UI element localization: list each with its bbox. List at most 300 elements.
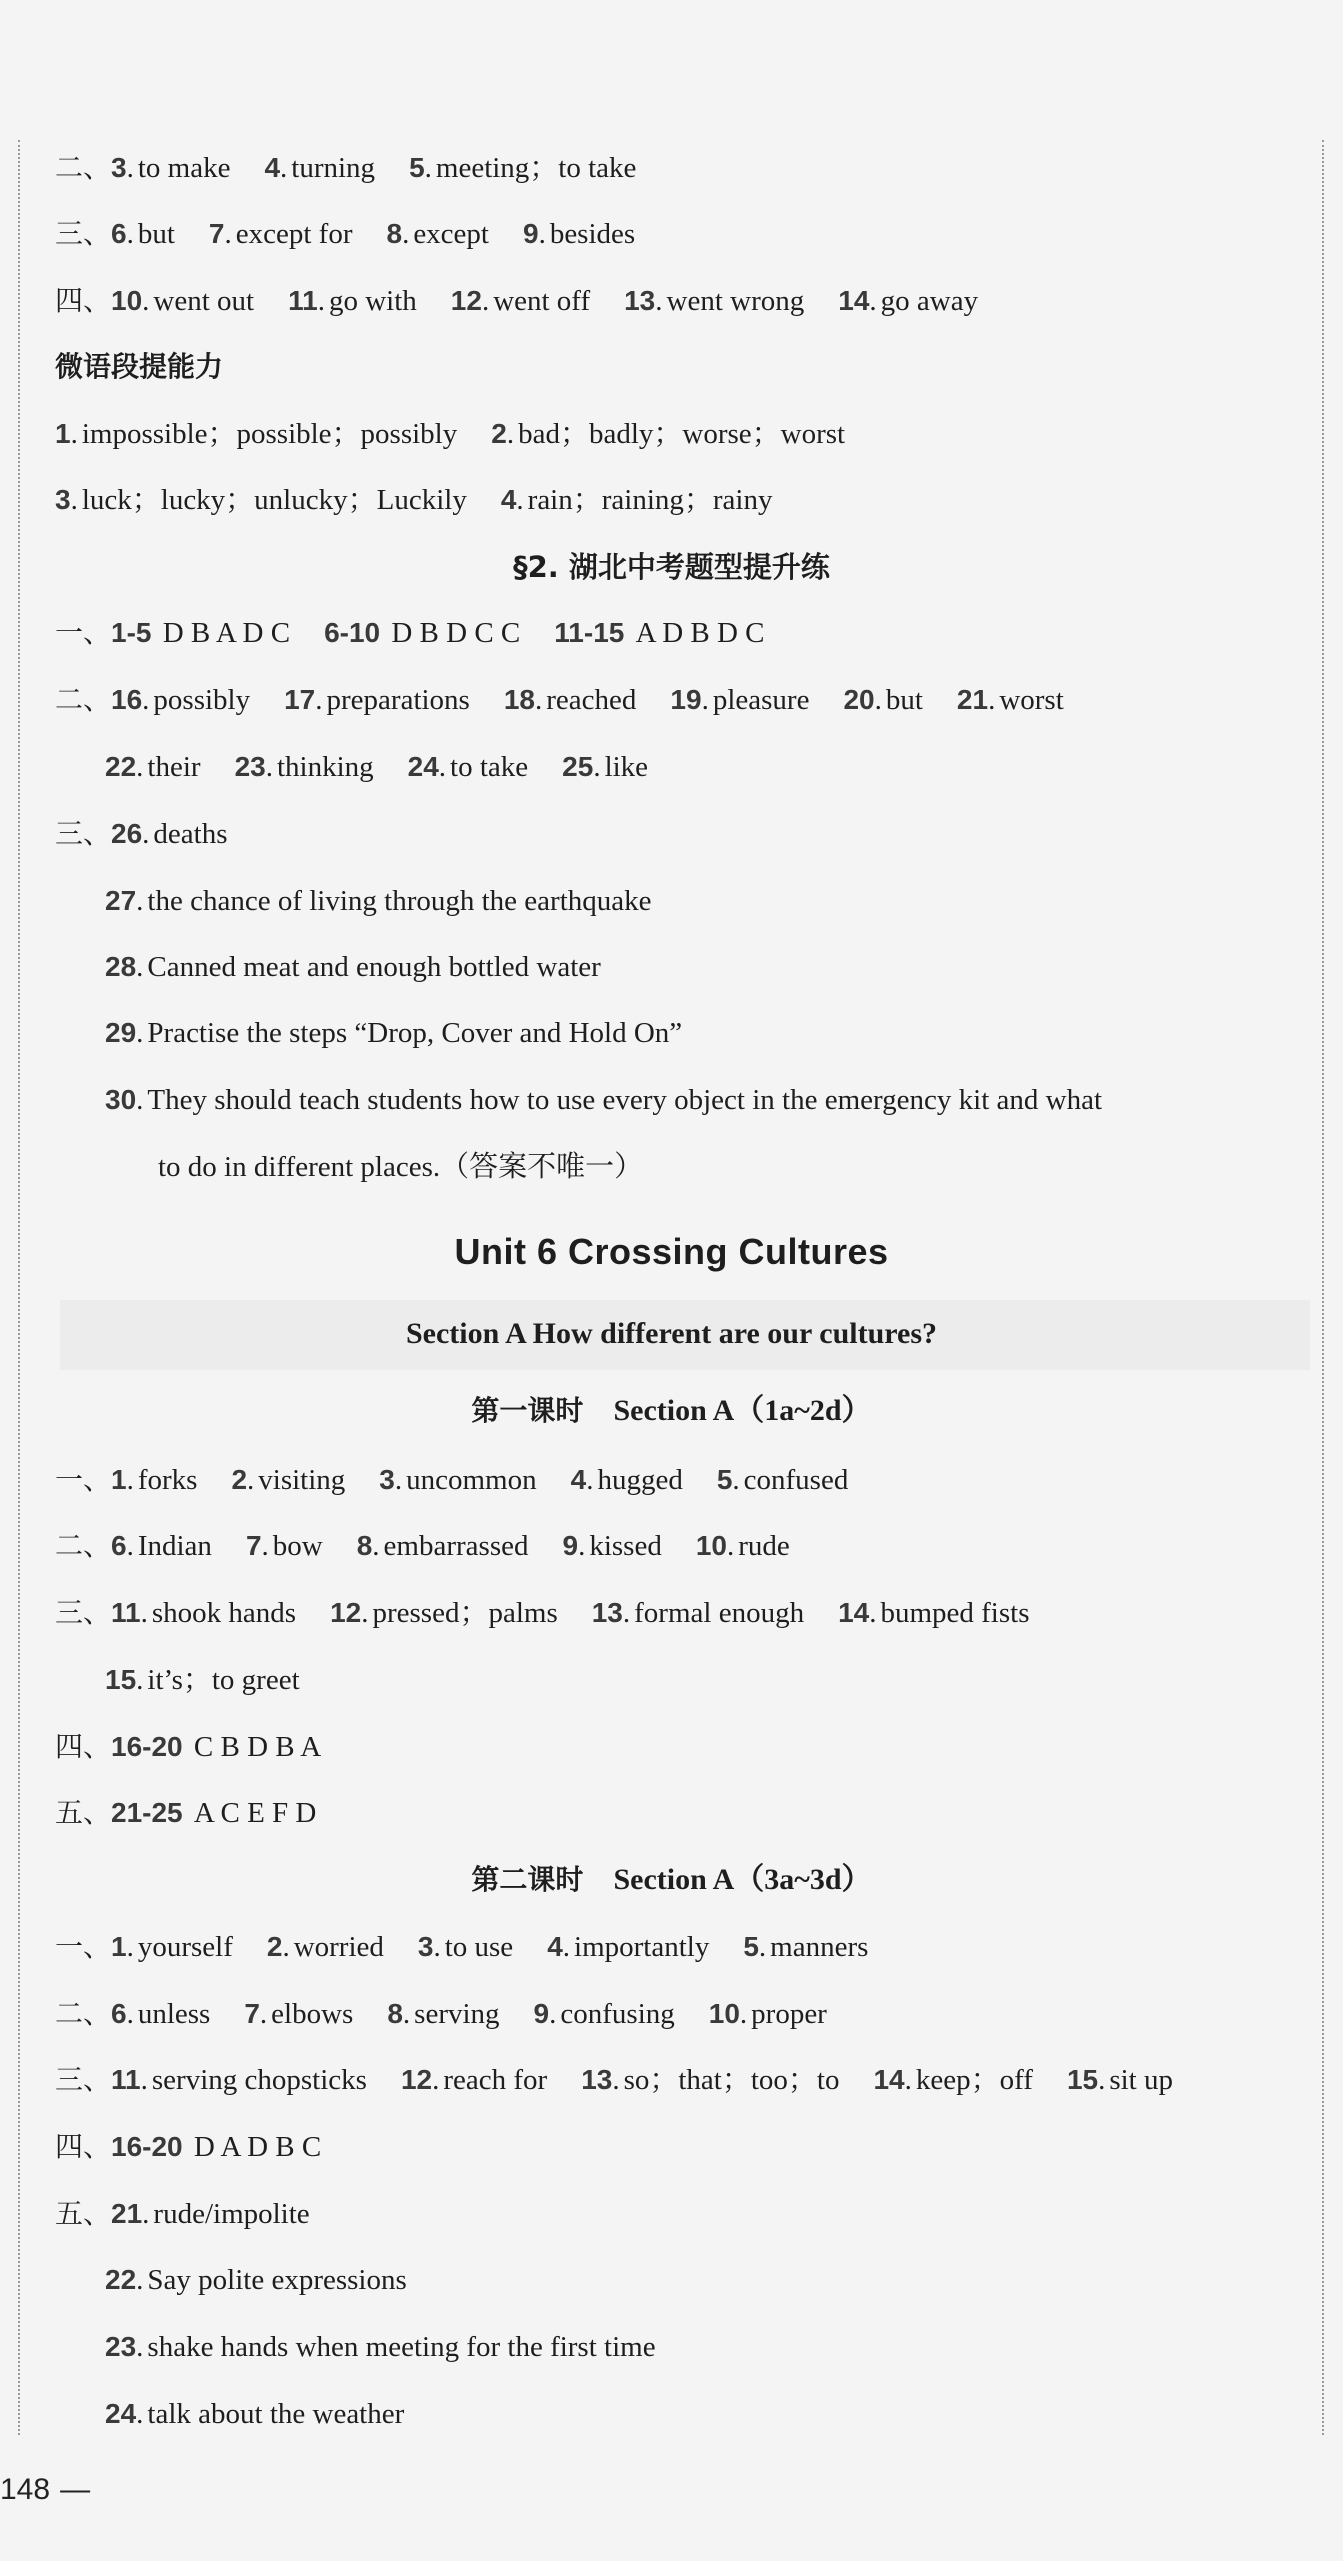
part-prefix: 一、 [55, 1930, 112, 1963]
question-number: 10 [695, 1530, 727, 1561]
answer-text: keep；off [915, 2064, 1033, 2096]
answer-item [709, 1998, 827, 2030]
question-number: 28 [105, 951, 137, 982]
number-dot: . [394, 1464, 403, 1496]
answer-text: Canned meat and enough bottled water [147, 951, 601, 983]
number-dot: . [136, 2264, 144, 2296]
number-dot: . [869, 1597, 877, 1629]
number-dot [183, 1797, 190, 1829]
answer-line [105, 1013, 682, 1053]
answer-text: shook hands [151, 1597, 297, 1629]
answer-text: hugged [597, 1464, 683, 1496]
question-number: 19 [670, 684, 702, 715]
answer-item [696, 1530, 790, 1562]
number-dot: . [701, 684, 709, 716]
answer-text: but [885, 684, 923, 716]
answer-text: it’s；to greet [147, 1664, 300, 1696]
question-number: 15 [105, 1664, 137, 1695]
page-number: 148 [0, 2473, 51, 2506]
answer-item [105, 1664, 300, 1696]
question-number: 29 [105, 1017, 137, 1048]
number-dot: . [136, 1017, 144, 1049]
question-number: 5 [409, 152, 425, 183]
answer-item [55, 418, 457, 450]
answer-text: to take [450, 751, 529, 783]
answer-line [105, 747, 648, 787]
answer-item [111, 285, 254, 317]
question-number: 9 [533, 1998, 550, 2029]
number-dot: . [140, 2064, 148, 2096]
number-dot: . [655, 285, 663, 317]
number-dot: . [136, 1664, 144, 1696]
part-prefix: 四、 [55, 284, 112, 317]
question-number: 16-20 [111, 2131, 183, 2162]
question-number: 3 [111, 152, 127, 183]
answer-text: unless [137, 1998, 211, 2030]
answer-item [55, 484, 467, 516]
number-dot [151, 617, 158, 649]
question-number: 8 [386, 218, 403, 249]
answer-item [592, 1597, 804, 1629]
question-number: 9 [562, 1530, 579, 1561]
answer-item [264, 152, 375, 184]
question-number: 16-20 [111, 1731, 183, 1762]
answer-text: Practise the steps “Drop, Cover and Hold On” [147, 1017, 683, 1049]
number-dot: . [562, 1931, 571, 1963]
number-dot: . [247, 1464, 255, 1496]
answer-text: pressed；palms [372, 1597, 558, 1629]
question-number: 6-10 [324, 617, 381, 648]
question-number: 24 [105, 2398, 137, 2429]
answer-line [55, 214, 635, 254]
number-dot: . [988, 684, 996, 716]
answer-item [246, 1530, 323, 1562]
question-number: 18 [503, 684, 536, 715]
answer-item [451, 285, 590, 317]
part-prefix: 四、 [55, 2130, 112, 2163]
question-number: 23 [234, 751, 266, 782]
answer-text: went off [493, 285, 591, 317]
answer-item [386, 218, 489, 250]
number-dot: . [142, 2198, 150, 2230]
answer-item [111, 1597, 296, 1629]
answer-text: bumped fists [880, 1597, 1030, 1629]
lesson-heading [0, 1860, 1343, 1900]
question-number: 10 [708, 1998, 740, 2029]
answer-item [401, 2064, 547, 2096]
answer-text: bow [272, 1530, 323, 1562]
number-dot: . [578, 1530, 586, 1562]
number-dot [183, 1731, 190, 1763]
answer-line [55, 2194, 310, 2234]
question-number: 2 [491, 418, 507, 449]
answer-line [55, 414, 845, 454]
answer-item [409, 152, 636, 184]
question-number: 23 [105, 2331, 137, 2362]
answer-item [231, 1464, 345, 1496]
lesson-en: Section A（1a~2d） [613, 1394, 872, 1427]
answer-text: rain；raining；rainy [527, 484, 773, 516]
answer-item [387, 1998, 499, 2030]
question-number: 1-5 [111, 617, 152, 648]
number-dot: . [261, 1530, 269, 1562]
answer-text: pleasure [712, 684, 810, 716]
number-dot: . [1098, 2064, 1106, 2096]
answer-item [105, 2331, 656, 2363]
number-dot: . [549, 1998, 557, 2030]
answer-line [105, 947, 601, 987]
answer-line [105, 2394, 404, 2434]
answer-item [547, 1931, 709, 1963]
answer-text: reached [546, 684, 637, 716]
question-number: 2 [231, 1464, 248, 1495]
answer-item [105, 885, 652, 917]
number-dot: . [402, 1998, 411, 2030]
answer-text: Indian [137, 1530, 212, 1562]
question-number: 16 [111, 684, 143, 715]
answer-item [670, 684, 809, 716]
number-dot: . [140, 1597, 148, 1629]
part-prefix: 一、 [55, 1463, 112, 1496]
part-prefix: 三、 [55, 217, 112, 250]
number-dot: . [506, 418, 515, 450]
answer-text: so；that；too；to [623, 2064, 840, 2096]
answer-text: go with [328, 285, 417, 317]
question-number: 7 [245, 1530, 262, 1561]
answer-text: visiting [258, 1464, 346, 1496]
number-dot: . [433, 1931, 441, 1963]
answer-text: like [604, 751, 649, 783]
answer-text: yourself [137, 1931, 233, 1963]
answer-text: Say polite expressions [147, 2264, 407, 2296]
number-dot: . [126, 1464, 134, 1496]
answer-item [105, 1017, 682, 1049]
number-dot: . [739, 1998, 748, 2030]
answer-text: shake hands when meeting for the first time [147, 2331, 656, 2363]
number-dot: . [126, 218, 134, 250]
answer-text: manners [770, 1931, 869, 1963]
question-number: 8 [356, 1530, 373, 1561]
answer-line [105, 881, 652, 921]
question-number: 21 [111, 2198, 143, 2229]
question-number: 4 [570, 1464, 587, 1495]
answer-text: importantly [574, 1931, 710, 1963]
footer-dash: — [60, 2473, 91, 2506]
answer-line [55, 1793, 316, 1833]
answer-text: the chance of living through the earthquake [147, 885, 652, 917]
answer-text: reach for [443, 2064, 548, 2096]
answer-text: sit up [1109, 2064, 1173, 2096]
answer-line [55, 1994, 827, 2034]
number-dot: . [136, 2398, 144, 2430]
question-number: 25 [562, 751, 594, 782]
answer-line [55, 1526, 790, 1566]
number-dot: . [438, 751, 447, 783]
part-prefix: 三、 [55, 817, 112, 850]
question-number: 1 [111, 1931, 127, 1962]
answer-item [105, 2398, 404, 2430]
question-number: 14 [838, 1597, 870, 1628]
left-dotted-border [18, 140, 20, 2435]
answer-line [55, 1593, 1030, 1633]
number-dot: . [317, 285, 325, 317]
question-number: 20 [843, 684, 875, 715]
answer-text: rude/impolite [153, 2198, 310, 2230]
number-dot: . [874, 684, 882, 716]
number-dot: . [70, 484, 78, 516]
number-dot: . [424, 152, 432, 184]
answer-line [55, 480, 772, 520]
answer-text: confused [743, 1464, 849, 1496]
number-dot: . [361, 1597, 369, 1629]
answer-text: serving [414, 1998, 500, 2030]
answer-item [111, 2064, 367, 2096]
answer-item [408, 751, 529, 783]
answer-item [571, 1464, 683, 1496]
answer-item [235, 751, 374, 783]
question-number: 4 [547, 1931, 563, 1962]
number-dot: . [136, 751, 144, 783]
page-footer [0, 2470, 90, 2510]
answer-item [111, 1998, 210, 2030]
number-dot: . [535, 684, 543, 716]
answer-line [55, 1727, 321, 1767]
answer-item [957, 684, 1064, 716]
answer-text: their [147, 751, 201, 783]
question-number: 3 [379, 1464, 395, 1495]
number-dot [183, 2131, 190, 2163]
answer-line [55, 680, 1064, 720]
number-dot: . [758, 1931, 767, 1963]
answer-text: except for [235, 218, 353, 250]
answer-line [55, 2127, 321, 2167]
answer-item [324, 617, 520, 649]
answer-item [288, 285, 417, 317]
answer-text: D B A D C [162, 617, 291, 649]
question-number: 11-15 [554, 617, 625, 648]
number-dot: . [538, 218, 546, 250]
answer-text: D A D B C [193, 2131, 322, 2163]
answer-text: kissed [589, 1530, 662, 1562]
lesson-heading [0, 1391, 1343, 1431]
answer-item [838, 285, 978, 317]
number-dot: . [869, 285, 877, 317]
question-number: 24 [407, 751, 439, 782]
question-number: 22 [105, 2264, 137, 2295]
answer-text: except [413, 218, 489, 250]
number-dot: . [586, 1464, 594, 1496]
number-dot: . [732, 1464, 740, 1496]
number-dot: . [280, 152, 288, 184]
part-prefix: 五、 [55, 2197, 112, 2230]
right-dotted-border [1322, 140, 1324, 2435]
question-number: 4 [264, 152, 281, 183]
section-title: §2. 湖北中考题型提升练 [513, 550, 830, 584]
answer-item [111, 1797, 316, 1829]
answer-item [843, 684, 922, 716]
answer-item [111, 1731, 321, 1763]
answer-item [873, 2064, 1032, 2096]
lesson-cn: 第一课时 [471, 1394, 584, 1427]
answer-item [501, 484, 773, 516]
answer-text: preparations [326, 684, 470, 716]
question-number: 11 [111, 1597, 141, 1628]
number-dot: . [126, 1530, 134, 1562]
answer-text: worried [293, 1931, 384, 1963]
answer-item [284, 684, 470, 716]
question-number: 7 [244, 1998, 260, 2029]
question-number: 5 [716, 1464, 733, 1495]
part-prefix: 三、 [55, 1596, 112, 1629]
part-prefix: 一、 [55, 616, 112, 649]
answer-text: luck；lucky；unlucky；Luckily [81, 484, 467, 516]
number-dot: . [136, 1084, 144, 1116]
answer-text: worst [999, 684, 1064, 716]
question-number: 26 [111, 818, 143, 849]
answer-text: formal enough [634, 1597, 805, 1629]
answer-text: A D B D C [635, 617, 765, 649]
question-number: 2 [266, 1931, 283, 1962]
question-number: 6 [111, 1998, 127, 2029]
number-dot: . [126, 1998, 134, 2030]
answer-line [55, 2060, 1173, 2100]
number-dot: . [142, 684, 150, 716]
number-dot: . [315, 684, 323, 716]
number-dot: . [126, 152, 134, 184]
answer-item [562, 751, 648, 783]
number-dot: . [481, 285, 490, 317]
question-number: 13 [624, 285, 656, 316]
answer-item [1067, 2064, 1173, 2096]
answer-line-continued: to do in different places.（答案不唯一） [158, 1151, 644, 1183]
answer-item [111, 1931, 233, 1963]
answer-item [111, 1530, 212, 1562]
part-prefix: 四、 [55, 1730, 112, 1763]
answer-item [244, 1998, 353, 2030]
answer-item [111, 1464, 197, 1496]
answer-item [111, 152, 230, 184]
answer-text: besides [549, 218, 636, 250]
question-number: 8 [387, 1998, 403, 2029]
answer-item [111, 2131, 321, 2163]
answer-item [105, 1084, 1102, 1116]
answer-item [357, 1530, 529, 1562]
answer-item [111, 684, 250, 716]
question-number: 1 [111, 1464, 127, 1495]
answer-item [838, 1597, 1029, 1629]
answer-text: D B D C C [391, 617, 521, 649]
subheading: 微语段提能力 [55, 350, 224, 383]
answer-line [105, 1660, 300, 1700]
answer-text: to use [444, 1931, 514, 1963]
answer-item [418, 1931, 513, 1963]
answer-item [554, 617, 764, 649]
answer-item [491, 418, 845, 450]
answer-line [105, 1080, 1102, 1120]
question-number: 11 [288, 285, 318, 316]
answer-item [111, 617, 290, 649]
answer-text: forks [137, 1464, 198, 1496]
number-dot: . [726, 1530, 735, 1562]
question-number: 14 [873, 2064, 905, 2095]
answer-item [717, 1464, 849, 1496]
question-number: 11 [111, 2064, 141, 2095]
answer-item [581, 2064, 839, 2096]
answer-text: but [137, 218, 175, 250]
answer-item [624, 285, 804, 317]
answer-text: went out [153, 285, 255, 317]
answer-text: meeting；to take [435, 152, 637, 184]
question-number: 5 [743, 1931, 759, 1962]
answer-item [209, 218, 353, 250]
number-dot: . [136, 885, 144, 917]
answer-item [504, 684, 637, 716]
answer-item [267, 1931, 384, 1963]
question-number: 4 [500, 484, 517, 515]
answer-text: rude [738, 1530, 790, 1562]
question-number: 13 [581, 2064, 613, 2095]
question-number: 6 [111, 218, 127, 249]
part-prefix: 二、 [55, 683, 112, 716]
answer-item [534, 1998, 675, 2030]
number-dot: . [136, 951, 144, 983]
question-number: 30 [105, 1084, 137, 1115]
answer-item [111, 218, 175, 250]
answer-line [55, 281, 978, 321]
number-dot [380, 617, 387, 649]
number-dot: . [142, 285, 150, 317]
answer-text: serving chopsticks [151, 2064, 367, 2096]
answer-item [111, 2198, 310, 2230]
answer-item [111, 818, 228, 850]
part-prefix: 二、 [55, 1529, 112, 1562]
number-dot: . [372, 1530, 380, 1562]
answer-text: went wrong [666, 285, 805, 317]
number-dot: . [593, 751, 601, 783]
answer-item [743, 1931, 868, 1963]
number-dot: . [432, 2064, 440, 2096]
answer-text: uncommon [406, 1464, 537, 1496]
answer-text: to make [137, 152, 231, 184]
number-dot: . [126, 1931, 134, 1963]
number-dot: . [265, 751, 273, 783]
number-dot: . [282, 1931, 290, 1963]
answer-item [330, 1597, 558, 1629]
answer-text: go away [880, 285, 979, 317]
answer-text: deaths [153, 818, 228, 850]
question-number: 10 [111, 285, 143, 316]
number-dot: . [612, 2064, 620, 2096]
answer-text: embarrassed [383, 1530, 529, 1562]
answer-text: turning [291, 152, 376, 184]
number-dot: . [136, 2331, 144, 2363]
number-dot: . [402, 218, 410, 250]
answer-item [379, 1464, 536, 1496]
number-dot: . [142, 818, 150, 850]
answer-item [105, 951, 601, 983]
question-number: 1 [55, 418, 71, 449]
answer-text: thinking [276, 751, 374, 783]
number-dot: . [259, 1998, 268, 2030]
lesson-en: Section A（3a~3d） [613, 1863, 872, 1896]
question-number: 21 [956, 684, 989, 715]
answer-text: impossible；possible；possibly [81, 418, 458, 450]
question-number: 22 [105, 751, 137, 782]
question-number: 14 [838, 285, 870, 316]
lesson-cn: 第二课时 [471, 1863, 584, 1896]
question-number: 9 [522, 218, 539, 249]
answer-text: proper [751, 1998, 827, 2030]
